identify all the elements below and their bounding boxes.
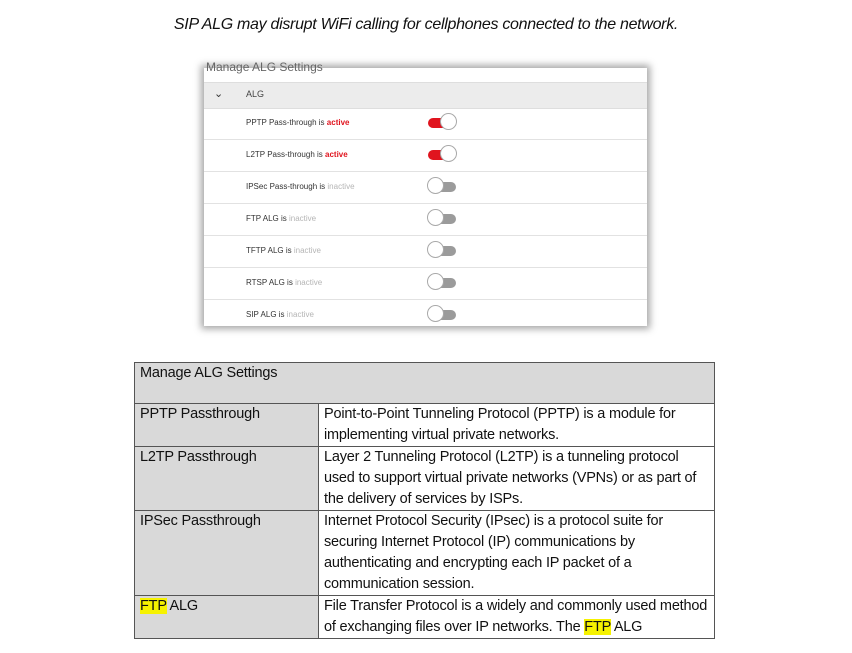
alg-row-ftp — [204, 204, 647, 236]
status-text: inactive — [327, 182, 355, 191]
table-row — [135, 447, 715, 511]
table-row — [135, 511, 715, 596]
table-cell-description: Point-to-Point Tunneling Protocol (PPTP) is a module for implementing virtual private networks. — [319, 404, 715, 447]
table-cell-description: Internet Protocol Security (IPsec) is a protocol suite for securing Internet Protocol (IP) communications by authenticating and encrypting each IP packet of a communication session. — [319, 511, 715, 596]
status-text: active — [325, 150, 348, 159]
table-cell-description — [319, 596, 715, 639]
l2tp-toggle[interactable] — [427, 145, 459, 163]
table-row — [135, 404, 715, 447]
rtsp-toggle[interactable] — [427, 273, 459, 291]
table-cell-name — [135, 596, 319, 639]
status-text: inactive — [286, 310, 314, 319]
alg-row-label: L2TP Pass-through is — [246, 150, 323, 159]
table-header: Manage ALG Settings — [135, 363, 715, 404]
description-tail: ALG — [610, 619, 643, 635]
name-rest: ALG — [166, 598, 198, 614]
table-cell-name: IPSec Passthrough — [135, 511, 319, 596]
alg-row-label: FTP ALG is — [246, 214, 287, 223]
caption: SIP ALG may disrupt WiFi calling for cellphones connected to the network. — [173, 16, 679, 33]
alg-row-label: PPTP Pass-through is — [246, 118, 325, 127]
status-text: active — [326, 118, 350, 127]
alg-row-rtsp — [204, 268, 647, 300]
pptp-toggle[interactable] — [427, 113, 459, 131]
alg-row-l2tp — [204, 140, 647, 172]
alg-row-tftp — [204, 236, 647, 268]
sip-toggle[interactable] — [427, 305, 459, 323]
alg-row-label: SIP ALG is — [246, 310, 285, 319]
table-cell-description: Layer 2 Tunneling Protocol (L2TP) is a tunneling protocol used to support virtual private networks (VPNs) or as part of the delivery of services by ISPs. — [319, 447, 715, 511]
status-text: inactive — [295, 278, 323, 287]
table-header-row — [135, 363, 715, 404]
section-label: ALG — [246, 89, 265, 99]
ftp-toggle[interactable] — [427, 209, 459, 227]
alg-row-ipsec — [204, 172, 647, 204]
alg-settings-panel — [204, 60, 647, 326]
alg-row-label: IPSec Pass-through is — [246, 182, 326, 191]
tftp-toggle[interactable] — [427, 241, 459, 259]
alg-description-table — [134, 362, 715, 639]
table-cell-name: L2TP Passthrough — [135, 447, 319, 511]
highlighted-text: FTP — [584, 619, 611, 635]
alg-row-pptp — [204, 108, 647, 140]
alg-row-label: RTSP ALG is — [246, 278, 293, 287]
highlighted-text: FTP — [140, 598, 167, 614]
status-text: inactive — [293, 246, 321, 255]
panel-title: Manage ALG Settings — [206, 60, 323, 74]
status-text: inactive — [289, 214, 317, 223]
alg-section-header[interactable] — [204, 82, 647, 109]
ipsec-toggle[interactable] — [427, 177, 459, 195]
table-row — [135, 596, 715, 639]
alg-row-label: TFTP ALG is — [246, 246, 292, 255]
chevron-down-icon[interactable]: ⌄ — [214, 88, 224, 100]
table-cell-name: PPTP Passthrough — [135, 404, 319, 447]
description-text: File Transfer Protocol is a widely and commonly used method of exchanging files over IP networks. The — [324, 598, 708, 635]
alg-row-sip — [204, 300, 647, 331]
